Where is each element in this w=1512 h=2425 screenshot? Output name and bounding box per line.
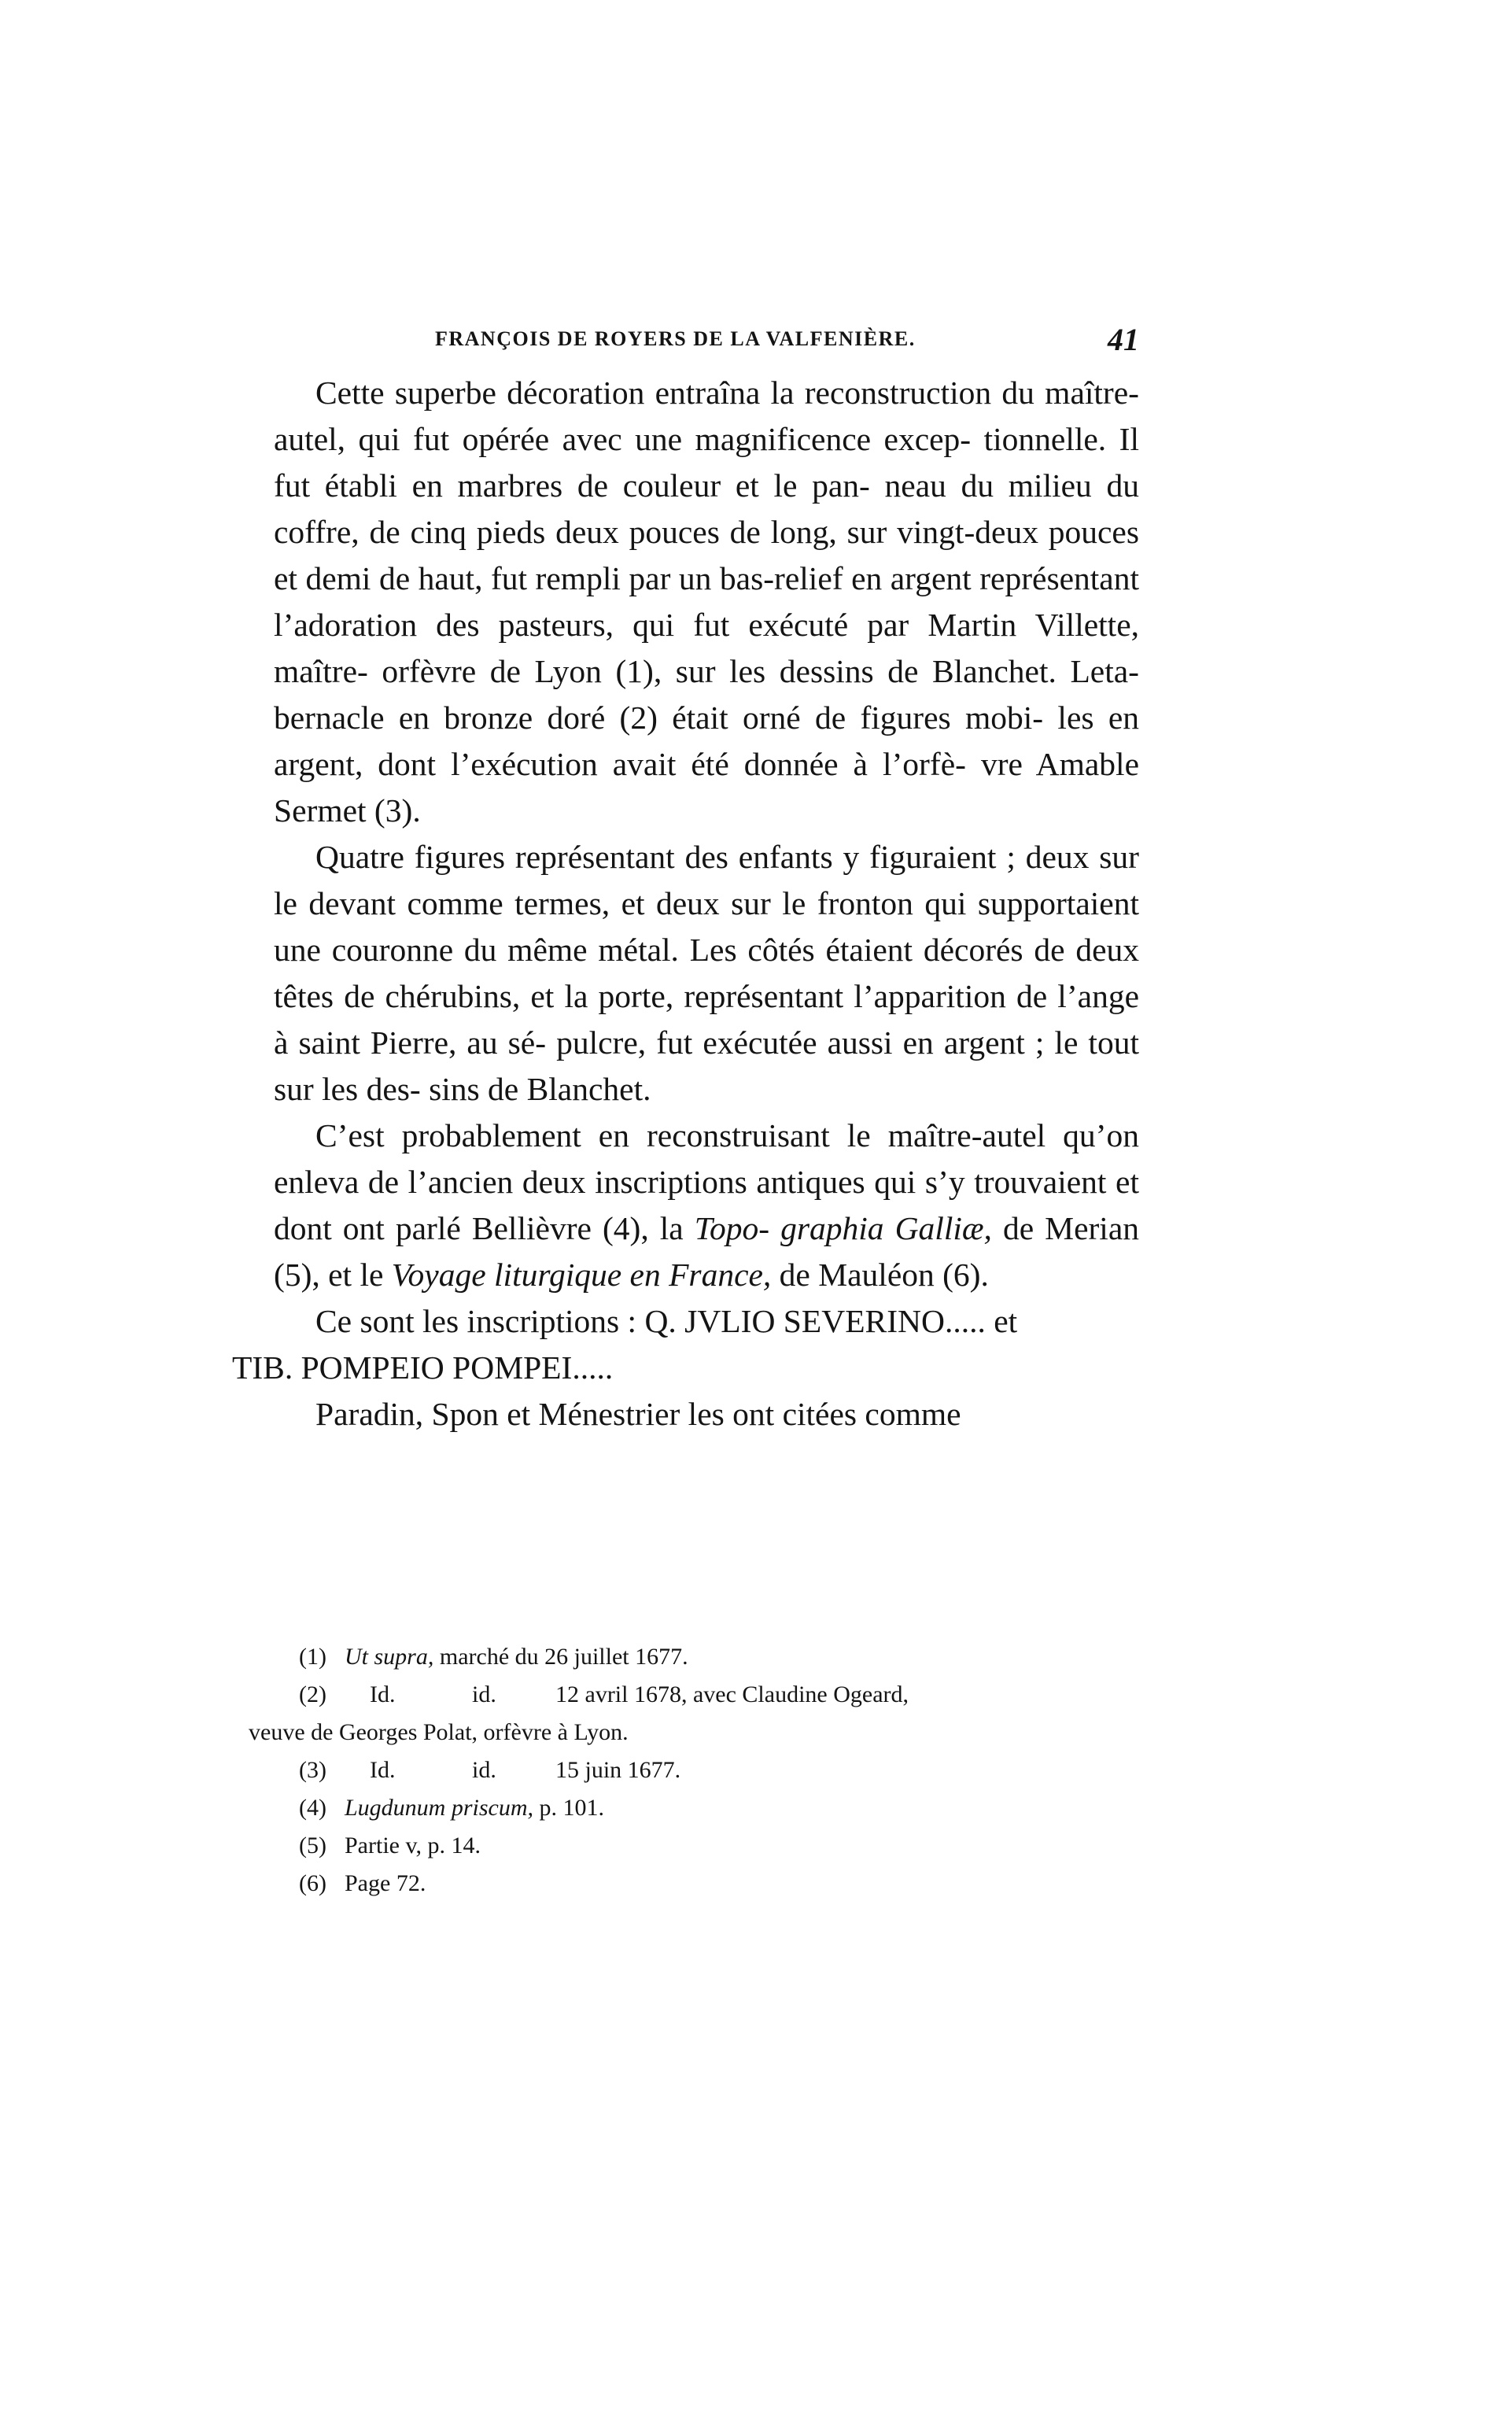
paragraph-3-text-b: de Merian (5), et le [274, 1210, 1140, 1293]
footnotes [249, 1638, 1139, 1903]
footnote-6 [274, 1865, 1139, 1903]
paragraph-3-text-a: C’est probablement en reconstruisant le maître-autel qu’on enleva de l’ancien deux inscriptions antiques qui s’y trouvaient et dont ont parlé Bellièvre (4), la [274, 1117, 1139, 1246]
page-number: 41 [1108, 322, 1139, 357]
paragraph-1-text-b: tionnelle. Il fut établi en marbres de couleur et le pan- [274, 421, 1140, 504]
body-text [232, 370, 1140, 1438]
footnote-3-text: 15 juin 1677. [555, 1757, 681, 1783]
footnote-5-text: Partie v, p. 14. [345, 1833, 481, 1858]
paragraph-3-text-c: de Mauléon (6). [779, 1257, 989, 1293]
footnote-6-text: Page 72. [345, 1870, 426, 1896]
paragraph-2-text-b: pulcre, fut exécutée aussi en argent ; le tout sur les des- [274, 1024, 1139, 1107]
topographia-title-end: graphia Galliæ, [780, 1210, 992, 1246]
topographia-title-start: Topo- [694, 1210, 770, 1246]
footnote-3-number: (3) [299, 1757, 326, 1783]
footnote-2 [249, 1676, 1139, 1751]
footnote-2-text: 12 avril 1678, avec Claudine Ogeard, [555, 1681, 909, 1707]
footnote-2-id: Id. [370, 1681, 396, 1707]
footnote-3-id-lower: id. [472, 1757, 496, 1783]
footnote-2-continuation: veuve de Georges Polat, orfèvre à Lyon. [249, 1719, 629, 1745]
paragraph-2 [274, 834, 1139, 1113]
paragraph-5-text-a: Paradin, Spon et Ménestrier les ont citées comme [315, 1396, 961, 1432]
footnote-1 [274, 1638, 1139, 1676]
paragraph-2-text-a: Quatre figures représentant des enfants y figuraient ; deux sur le devant comme termes, et deux sur le fronton qui supportaient une couronne du même métal. Les côtés étaient décorés de deux têtes de chérubins, et la porte, représentant l’apparition de l’ange à saint Pierre, au sé- [274, 839, 1139, 1061]
footnote-1-italic: Ut supra, [345, 1644, 434, 1670]
paragraph-4-text-a: Ce sont les inscriptions : Q. JVLIO SEVERINO..... et [315, 1303, 1018, 1339]
footnote-1-text: marché du 26 juillet 1677. [439, 1644, 688, 1670]
paragraph-1-text-a: Cette superbe décoration entraîna la reconstruction du maître-autel, qui fut opérée avec une magnificence excep- [274, 375, 1139, 457]
footnote-6-number: (6) [299, 1870, 326, 1896]
paragraph-1-text-c: neau du milieu du coffre, de cinq pieds deux pouces de long, sur vingt-deux pouces et demi de haut, fut rempli par un bas-relief en argent représentant l’adoration des pasteurs, qui fut exécuté par Martin Villette, maître- [274, 467, 1139, 689]
footnote-4-italic: Lugdunum priscum, [345, 1795, 534, 1821]
footnote-4-number: (4) [299, 1795, 326, 1821]
paragraph-5 [274, 1391, 1139, 1438]
footnote-4 [274, 1789, 1139, 1827]
footnote-5-number: (5) [299, 1833, 326, 1858]
voyage-title: Voyage liturgique en France, [391, 1257, 772, 1293]
paragraph-1-text-f: les en argent, dont l’exécution avait été donnée à l’orfè- [274, 699, 1139, 782]
running-head [274, 321, 1139, 360]
paragraph-1-text-g: vre Amable Sermet (3). [274, 746, 1139, 829]
paragraph-1-text-e: bernacle en bronze doré (2) était orné de figures mobi- [274, 699, 1044, 736]
footnote-4-text: p. 101. [539, 1795, 605, 1821]
footnote-3-id: Id. [370, 1757, 396, 1783]
paragraph-1-text-d: orfèvre de Lyon (1), sur les dessins de Blanchet. Leta- [382, 653, 1139, 689]
paragraph-2-text-c: sins de Blanchet. [429, 1071, 651, 1107]
paragraph-1 [274, 370, 1139, 834]
running-title: FRANÇOIS DE ROYERS DE LA VALFENIÈRE. [435, 327, 916, 350]
paragraph-4-text-b: TIB. POMPEIO POMPEI..... [232, 1349, 614, 1386]
paragraph-4 [232, 1298, 1139, 1391]
footnote-1-number: (1) [299, 1644, 326, 1670]
paragraph-3 [274, 1113, 1139, 1298]
footnote-3 [274, 1751, 1139, 1789]
footnote-5 [274, 1827, 1139, 1865]
footnote-2-number: (2) [299, 1681, 326, 1707]
footnote-2-id-lower: id. [472, 1681, 496, 1707]
